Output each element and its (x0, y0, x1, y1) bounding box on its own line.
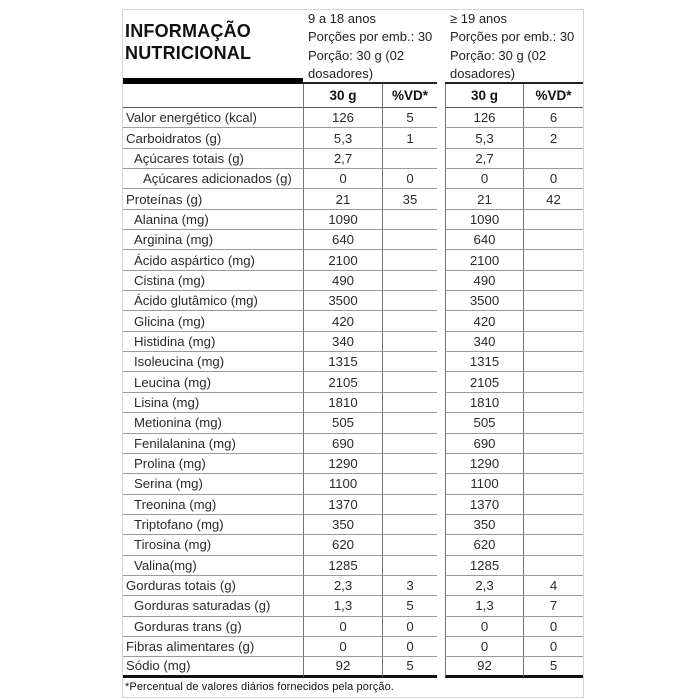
column-gap (437, 189, 445, 209)
column-gap (437, 108, 445, 128)
value-dv-group2: 4 (523, 576, 583, 596)
column-gap (437, 332, 445, 352)
value-dv-group1: 5 (382, 596, 437, 616)
value-dv-group1 (382, 413, 437, 433)
value-amount-group2: 340 (445, 332, 523, 352)
value-amount-group1: 350 (303, 515, 382, 535)
column-gap (437, 515, 445, 535)
value-dv-group2 (523, 434, 583, 454)
value-dv-group1 (382, 372, 437, 392)
table-row (123, 413, 583, 433)
value-dv-group2 (523, 393, 583, 413)
table-row (123, 657, 583, 677)
column-gap (437, 556, 445, 576)
row-label: Histidina (mg) (123, 332, 303, 352)
value-amount-group1: 1090 (303, 210, 382, 230)
value-dv-group2 (523, 556, 583, 576)
row-label: Glicina (mg) (123, 311, 303, 331)
value-amount-group1: 1,3 (303, 596, 382, 616)
column-gap (437, 230, 445, 250)
row-label: Tirosina (mg) (123, 535, 303, 555)
value-dv-group2 (523, 372, 583, 392)
row-label: Treonina (mg) (123, 495, 303, 515)
row-label: Triptofano (mg) (123, 515, 303, 535)
value-amount-group1: 640 (303, 230, 382, 250)
value-amount-group2: 0 (445, 637, 523, 657)
table-row (123, 576, 583, 596)
value-dv-group2: 0 (523, 169, 583, 189)
value-dv-group2 (523, 495, 583, 515)
column-gap (437, 271, 445, 291)
value-amount-group1: 505 (303, 413, 382, 433)
table-row (123, 454, 583, 474)
value-amount-group2: 2105 (445, 372, 523, 392)
value-dv-group1 (382, 271, 437, 291)
nutrition-facts-card (122, 9, 584, 698)
value-dv-group2 (523, 535, 583, 555)
table-row (123, 311, 583, 331)
table-row (123, 271, 583, 291)
column-gap (437, 596, 445, 616)
table-row (123, 250, 583, 270)
value-dv-group1: 35 (382, 189, 437, 209)
value-dv-group2: 0 (523, 617, 583, 637)
value-dv-group2 (523, 149, 583, 169)
column-gap (437, 149, 445, 169)
value-amount-group1: 0 (303, 617, 382, 637)
value-dv-group2 (523, 454, 583, 474)
group-serving-size-cont: dosadores) (450, 65, 516, 81)
row-label: Cistina (mg) (123, 271, 303, 291)
page-title: INFORMAÇÃO NUTRICIONAL (123, 10, 303, 84)
value-dv-group1: 5 (382, 108, 437, 128)
row-label: Ácido glutâmico (mg) (123, 291, 303, 311)
value-dv-group1 (382, 454, 437, 474)
column-gap (437, 617, 445, 637)
value-amount-group2: 126 (445, 108, 523, 128)
column-header-dv-group1: %VD* (382, 84, 437, 108)
value-amount-group2: 1810 (445, 393, 523, 413)
value-dv-group1 (382, 250, 437, 270)
value-amount-group1: 2,3 (303, 576, 382, 596)
value-dv-group1 (382, 515, 437, 535)
table-rows (123, 108, 583, 678)
value-amount-group1: 1285 (303, 556, 382, 576)
value-dv-group2 (523, 352, 583, 372)
value-amount-group1: 340 (303, 332, 382, 352)
column-gap (437, 454, 445, 474)
value-amount-group1: 0 (303, 637, 382, 657)
column-gap (437, 495, 445, 515)
value-dv-group1 (382, 556, 437, 576)
column-gap (437, 169, 445, 189)
value-amount-group2: 620 (445, 535, 523, 555)
table-row (123, 372, 583, 392)
header-gap (437, 10, 445, 84)
table-row (123, 617, 583, 637)
value-dv-group1 (382, 332, 437, 352)
row-label: Gorduras totais (g) (123, 576, 303, 596)
row-label: Sódio (mg) (123, 657, 303, 677)
value-amount-group2: 0 (445, 169, 523, 189)
value-amount-group2: 21 (445, 189, 523, 209)
value-amount-group2: 3500 (445, 291, 523, 311)
row-label: Alanina (mg) (123, 210, 303, 230)
value-dv-group1 (382, 495, 437, 515)
row-label: Serina (mg) (123, 474, 303, 494)
value-dv-group1 (382, 210, 437, 230)
column-gap (437, 372, 445, 392)
value-amount-group2: 1285 (445, 556, 523, 576)
value-dv-group1 (382, 291, 437, 311)
value-amount-group1: 1290 (303, 454, 382, 474)
table-row (123, 169, 583, 189)
value-dv-group1: 5 (382, 657, 437, 677)
value-dv-group2: 5 (523, 657, 583, 677)
column-gap (437, 535, 445, 555)
column-header-amount-group1: 30 g (303, 84, 382, 108)
table-row (123, 189, 583, 209)
value-dv-group1: 1 (382, 128, 437, 148)
value-dv-group1 (382, 535, 437, 555)
table-row (123, 352, 583, 372)
table-header (123, 10, 583, 84)
value-dv-group1 (382, 434, 437, 454)
value-dv-group2 (523, 291, 583, 311)
value-dv-group1 (382, 230, 437, 250)
value-amount-group1: 690 (303, 434, 382, 454)
value-amount-group1: 1100 (303, 474, 382, 494)
value-amount-group1: 1810 (303, 393, 382, 413)
value-amount-group1: 2105 (303, 372, 382, 392)
value-amount-group2: 640 (445, 230, 523, 250)
value-amount-group1: 92 (303, 657, 382, 677)
value-amount-group1: 1370 (303, 495, 382, 515)
table-row (123, 434, 583, 454)
value-amount-group1: 3500 (303, 291, 382, 311)
value-amount-group2: 505 (445, 413, 523, 433)
row-label: Carboidratos (g) (123, 128, 303, 148)
value-dv-group1: 0 (382, 169, 437, 189)
column-header-dv-group2: %VD* (523, 84, 583, 108)
value-amount-group2: 1370 (445, 495, 523, 515)
value-amount-group2: 1100 (445, 474, 523, 494)
table-row (123, 230, 583, 250)
value-amount-group1: 21 (303, 189, 382, 209)
row-label: Prolina (mg) (123, 454, 303, 474)
table-row (123, 332, 583, 352)
value-dv-group2 (523, 332, 583, 352)
value-amount-group1: 5,3 (303, 128, 382, 148)
value-dv-group2 (523, 311, 583, 331)
table-row (123, 556, 583, 576)
table-row (123, 637, 583, 657)
value-amount-group2: 1090 (445, 210, 523, 230)
value-dv-group2: 2 (523, 128, 583, 148)
value-amount-group2: 690 (445, 434, 523, 454)
row-label: Proteínas (g) (123, 189, 303, 209)
value-dv-group2: 6 (523, 108, 583, 128)
column-gap (437, 291, 445, 311)
value-amount-group2: 1315 (445, 352, 523, 372)
value-dv-group2 (523, 230, 583, 250)
group-servings-per-pack: Porções por emb.: 30 (450, 29, 575, 45)
value-amount-group2: 2,7 (445, 149, 523, 169)
column-gap (437, 128, 445, 148)
value-dv-group2 (523, 474, 583, 494)
column-gap (437, 474, 445, 494)
column-gap (437, 434, 445, 454)
column-gap (437, 657, 445, 677)
value-amount-group2: 1290 (445, 454, 523, 474)
row-label: Açúcares totais (g) (123, 149, 303, 169)
value-amount-group1: 420 (303, 311, 382, 331)
value-dv-group1: 3 (382, 576, 437, 596)
group-servings-per-pack: Porções por emb.: 30 (308, 29, 433, 45)
value-dv-group1 (382, 352, 437, 372)
group-serving-size: Porção: 30 g (02 (450, 47, 547, 63)
value-dv-group1 (382, 311, 437, 331)
row-label: Isoleucina (mg) (123, 352, 303, 372)
value-dv-group1: 0 (382, 617, 437, 637)
column-gap (437, 393, 445, 413)
row-label: Açúcares adicionados (g) (123, 169, 303, 189)
row-label: Leucina (mg) (123, 372, 303, 392)
value-amount-group2: 5,3 (445, 128, 523, 148)
table-row (123, 149, 583, 169)
value-dv-group2: 7 (523, 596, 583, 616)
row-label: Gorduras saturadas (g) (123, 596, 303, 616)
table-row (123, 108, 583, 128)
column-gap (437, 413, 445, 433)
row-label: Fenilalanina (mg) (123, 434, 303, 454)
value-dv-group2: 0 (523, 637, 583, 657)
value-amount-group2: 1,3 (445, 596, 523, 616)
column-gap (437, 250, 445, 270)
value-dv-group2: 42 (523, 189, 583, 209)
value-amount-group1: 126 (303, 108, 382, 128)
value-dv-group1 (382, 393, 437, 413)
group-age-range: 9 a 18 anos (308, 11, 376, 26)
value-amount-group1: 0 (303, 169, 382, 189)
value-amount-group1: 620 (303, 535, 382, 555)
table-row (123, 535, 583, 555)
column-gap (437, 637, 445, 657)
value-amount-group1: 2100 (303, 250, 382, 270)
group-header-9-18 (303, 10, 437, 84)
column-gap (437, 84, 445, 108)
column-header-row (123, 84, 583, 108)
table-row (123, 515, 583, 535)
value-amount-group2: 420 (445, 311, 523, 331)
table-row (123, 393, 583, 413)
value-dv-group2 (523, 271, 583, 291)
row-label: Lisina (mg) (123, 393, 303, 413)
column-gap (437, 311, 445, 331)
value-amount-group2: 490 (445, 271, 523, 291)
table-row (123, 291, 583, 311)
value-dv-group1 (382, 474, 437, 494)
value-amount-group2: 2,3 (445, 576, 523, 596)
value-dv-group1 (382, 149, 437, 169)
column-header-amount-group2: 30 g (445, 84, 523, 108)
row-label: Metionina (mg) (123, 413, 303, 433)
footnote: *Percentual de valores diários fornecidos pela porção. (125, 680, 394, 693)
column-gap (437, 210, 445, 230)
group-serving-size: Porção: 30 g (02 (308, 47, 405, 63)
value-amount-group2: 350 (445, 515, 523, 535)
row-label: Arginina (mg) (123, 230, 303, 250)
value-amount-group2: 0 (445, 617, 523, 637)
row-label: Valor energético (kcal) (123, 108, 303, 128)
value-dv-group2 (523, 250, 583, 270)
value-amount-group1: 2,7 (303, 149, 382, 169)
group-serving-size-cont: dosadores) (308, 65, 374, 81)
table-row (123, 210, 583, 230)
value-amount-group2: 92 (445, 657, 523, 677)
value-amount-group1: 490 (303, 271, 382, 291)
row-label: Fibras alimentares (g) (123, 637, 303, 657)
value-dv-group2 (523, 515, 583, 535)
row-label: Ácido aspártico (mg) (123, 250, 303, 270)
value-dv-group2 (523, 413, 583, 433)
table-row (123, 495, 583, 515)
table-row (123, 128, 583, 148)
table-row (123, 474, 583, 494)
group-header-19-plus (445, 10, 583, 84)
table-row (123, 596, 583, 616)
group-age-range: ≥ 19 anos (450, 11, 508, 26)
row-label: Valina(mg) (123, 556, 303, 576)
column-header-empty (123, 84, 303, 108)
row-label: Gorduras trans (g) (123, 617, 303, 637)
column-gap (437, 576, 445, 596)
column-gap (437, 352, 445, 372)
value-dv-group1: 0 (382, 637, 437, 657)
value-dv-group2 (523, 210, 583, 230)
value-amount-group1: 1315 (303, 352, 382, 372)
value-amount-group2: 2100 (445, 250, 523, 270)
